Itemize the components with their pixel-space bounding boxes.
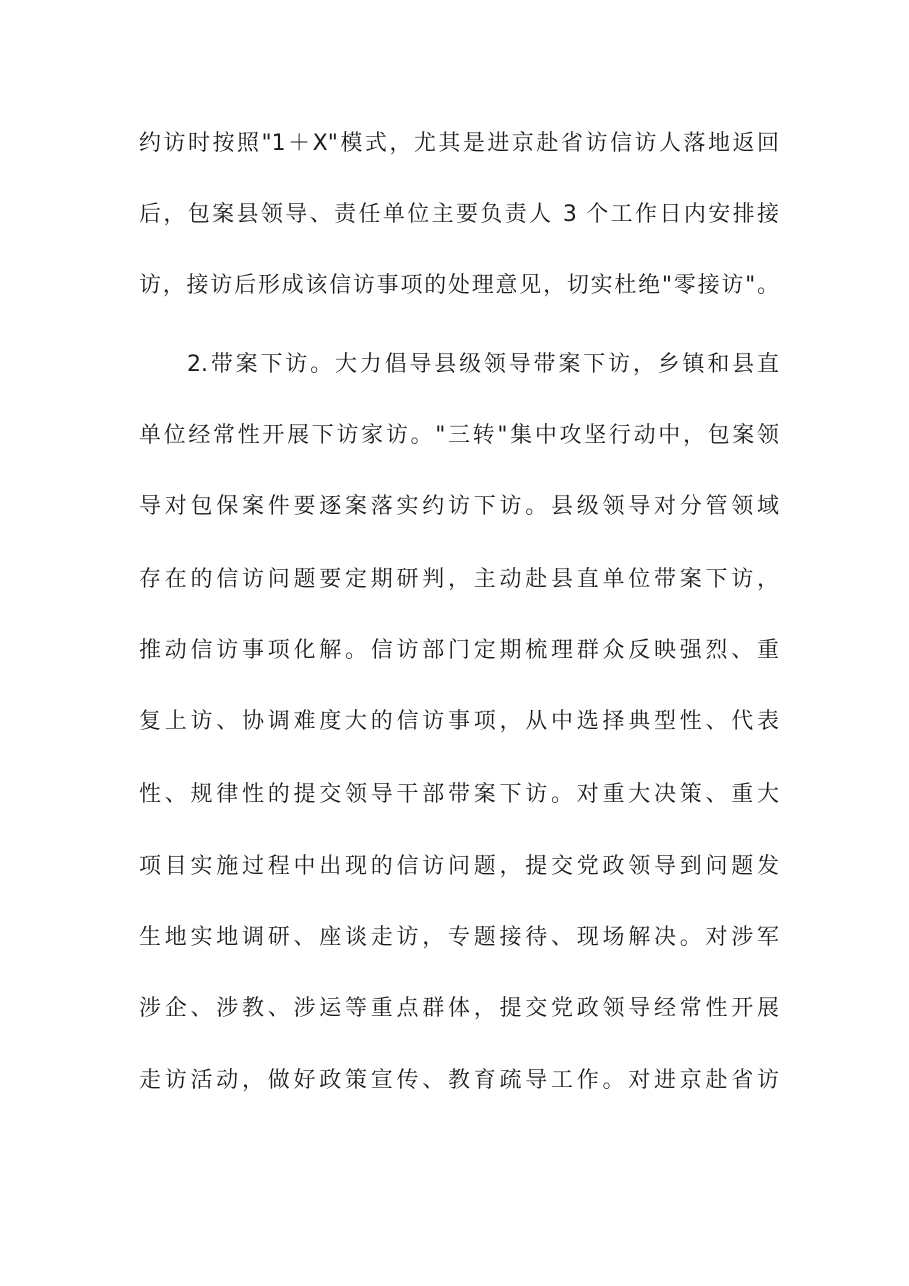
text-line: 推动信访事项化解。信访部门定期梳理群众反映强烈、重 <box>139 638 779 663</box>
text-line: 后，包案县领导、责任单位主要负责人 3 个工作日内安排接 <box>139 202 779 227</box>
paragraph-heading-line: 2.带案下访。大力倡导县级领导带案下访，乡镇和县直 <box>187 352 779 377</box>
text-line: 单位经常性开展下访家访。"三转"集中攻坚行动中，包案领 <box>139 423 779 448</box>
text-line: 复上访、协调难度大的信访事项，从中选择典型性、代表 <box>139 709 779 734</box>
text-line: 涉企、涉教、涉运等重点群体，提交党政领导经常性开展 <box>139 996 779 1021</box>
text-line: 生地实地调研、座谈走访，专题接待、现场解决。对涉军 <box>139 925 779 950</box>
text-line: 性、规律性的提交领导干部带案下访。对重大决策、重大 <box>139 782 779 807</box>
text-line: 导对包保案件要逐案落实约访下访。县级领导对分管领域 <box>139 494 779 519</box>
text-line: 约访时按照"1＋X"模式，尤其是进京赴省访信访人落地返回 <box>139 131 779 156</box>
text-line: 项目实施过程中出现的信访问题，提交党政领导到问题发 <box>139 854 779 879</box>
text-line: 走访活动，做好政策宣传、教育疏导工作。对进京赴省访 <box>139 1068 779 1093</box>
text-line: 存在的信访问题要定期研判，主动赴县直单位带案下访， <box>139 567 779 592</box>
text-line: 访，接访后形成该信访事项的处理意见，切实杜绝"零接访"。 <box>139 273 779 298</box>
